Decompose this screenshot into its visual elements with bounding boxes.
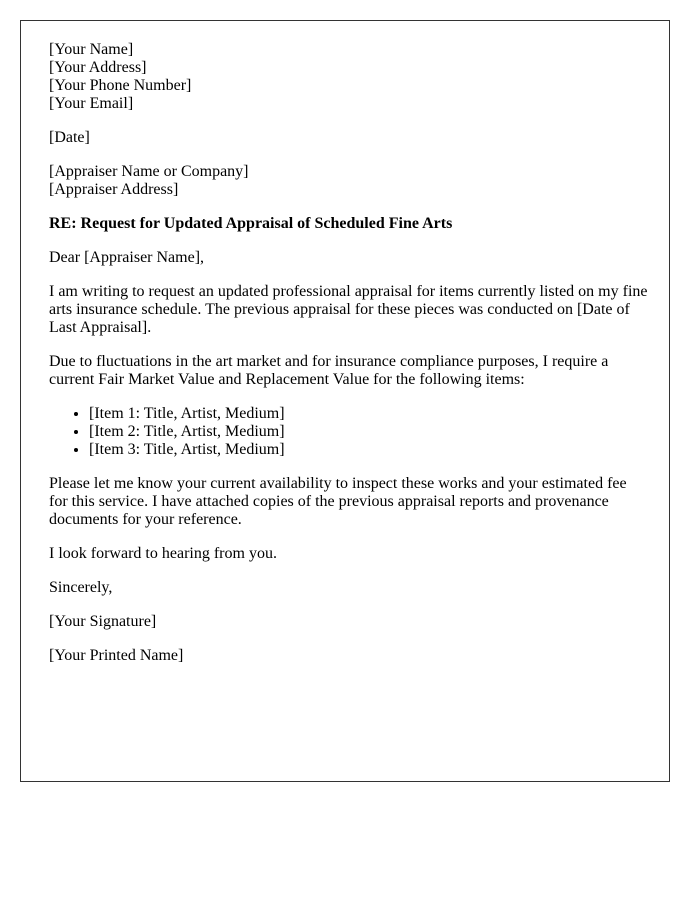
closing: Sincerely,: [49, 579, 113, 596]
recipient-block: [49, 163, 649, 199]
paragraph-1: I am writing to request an updated professional appraisal for items currently listed on my fine arts insurance schedule. The previous appraisal for these pieces was conducted on [Date of Last Appraisal].: [49, 283, 648, 336]
item-list: [49, 405, 649, 459]
list-item: • [Item 2: Title, Artist, Medium]: [89, 423, 649, 441]
sender-phone: [Your Phone Number]: [49, 77, 192, 94]
date: [Date]: [49, 129, 90, 146]
list-item: • [Item 3: Title, Artist, Medium]: [89, 441, 649, 459]
printed-name: [Your Printed Name]: [49, 647, 184, 664]
recipient-name: [Appraiser Name or Company]: [49, 163, 249, 180]
paragraph-4: I look forward to hearing from you.: [49, 545, 277, 562]
sender-block: [49, 41, 649, 113]
paragraph-3: Please let me know your current availability to inspect these works and your estimated fee for this service. I have attached copies of the previous appraisal reports and provenance documents for your reference.: [49, 475, 627, 528]
salutation: Dear [Appraiser Name],: [49, 249, 205, 266]
sender-name: [Your Name]: [49, 41, 134, 58]
list-item: • [Item 1: Title, Artist, Medium]: [89, 405, 649, 423]
recipient-address: [Appraiser Address]: [49, 181, 179, 198]
subject: [49, 215, 649, 233]
sender-address: [Your Address]: [49, 59, 147, 76]
sender-email: [Your Email]: [49, 95, 134, 112]
paragraph-2: Due to fluctuations in the art market and for insurance compliance purposes, I require a current Fair Market Value and Replacement Value for the following items:: [49, 353, 609, 388]
letter: [20, 20, 670, 782]
subject-text: RE: Request for Updated Appraisal of Scheduled Fine Arts: [49, 215, 453, 232]
signature: [Your Signature]: [49, 613, 157, 630]
